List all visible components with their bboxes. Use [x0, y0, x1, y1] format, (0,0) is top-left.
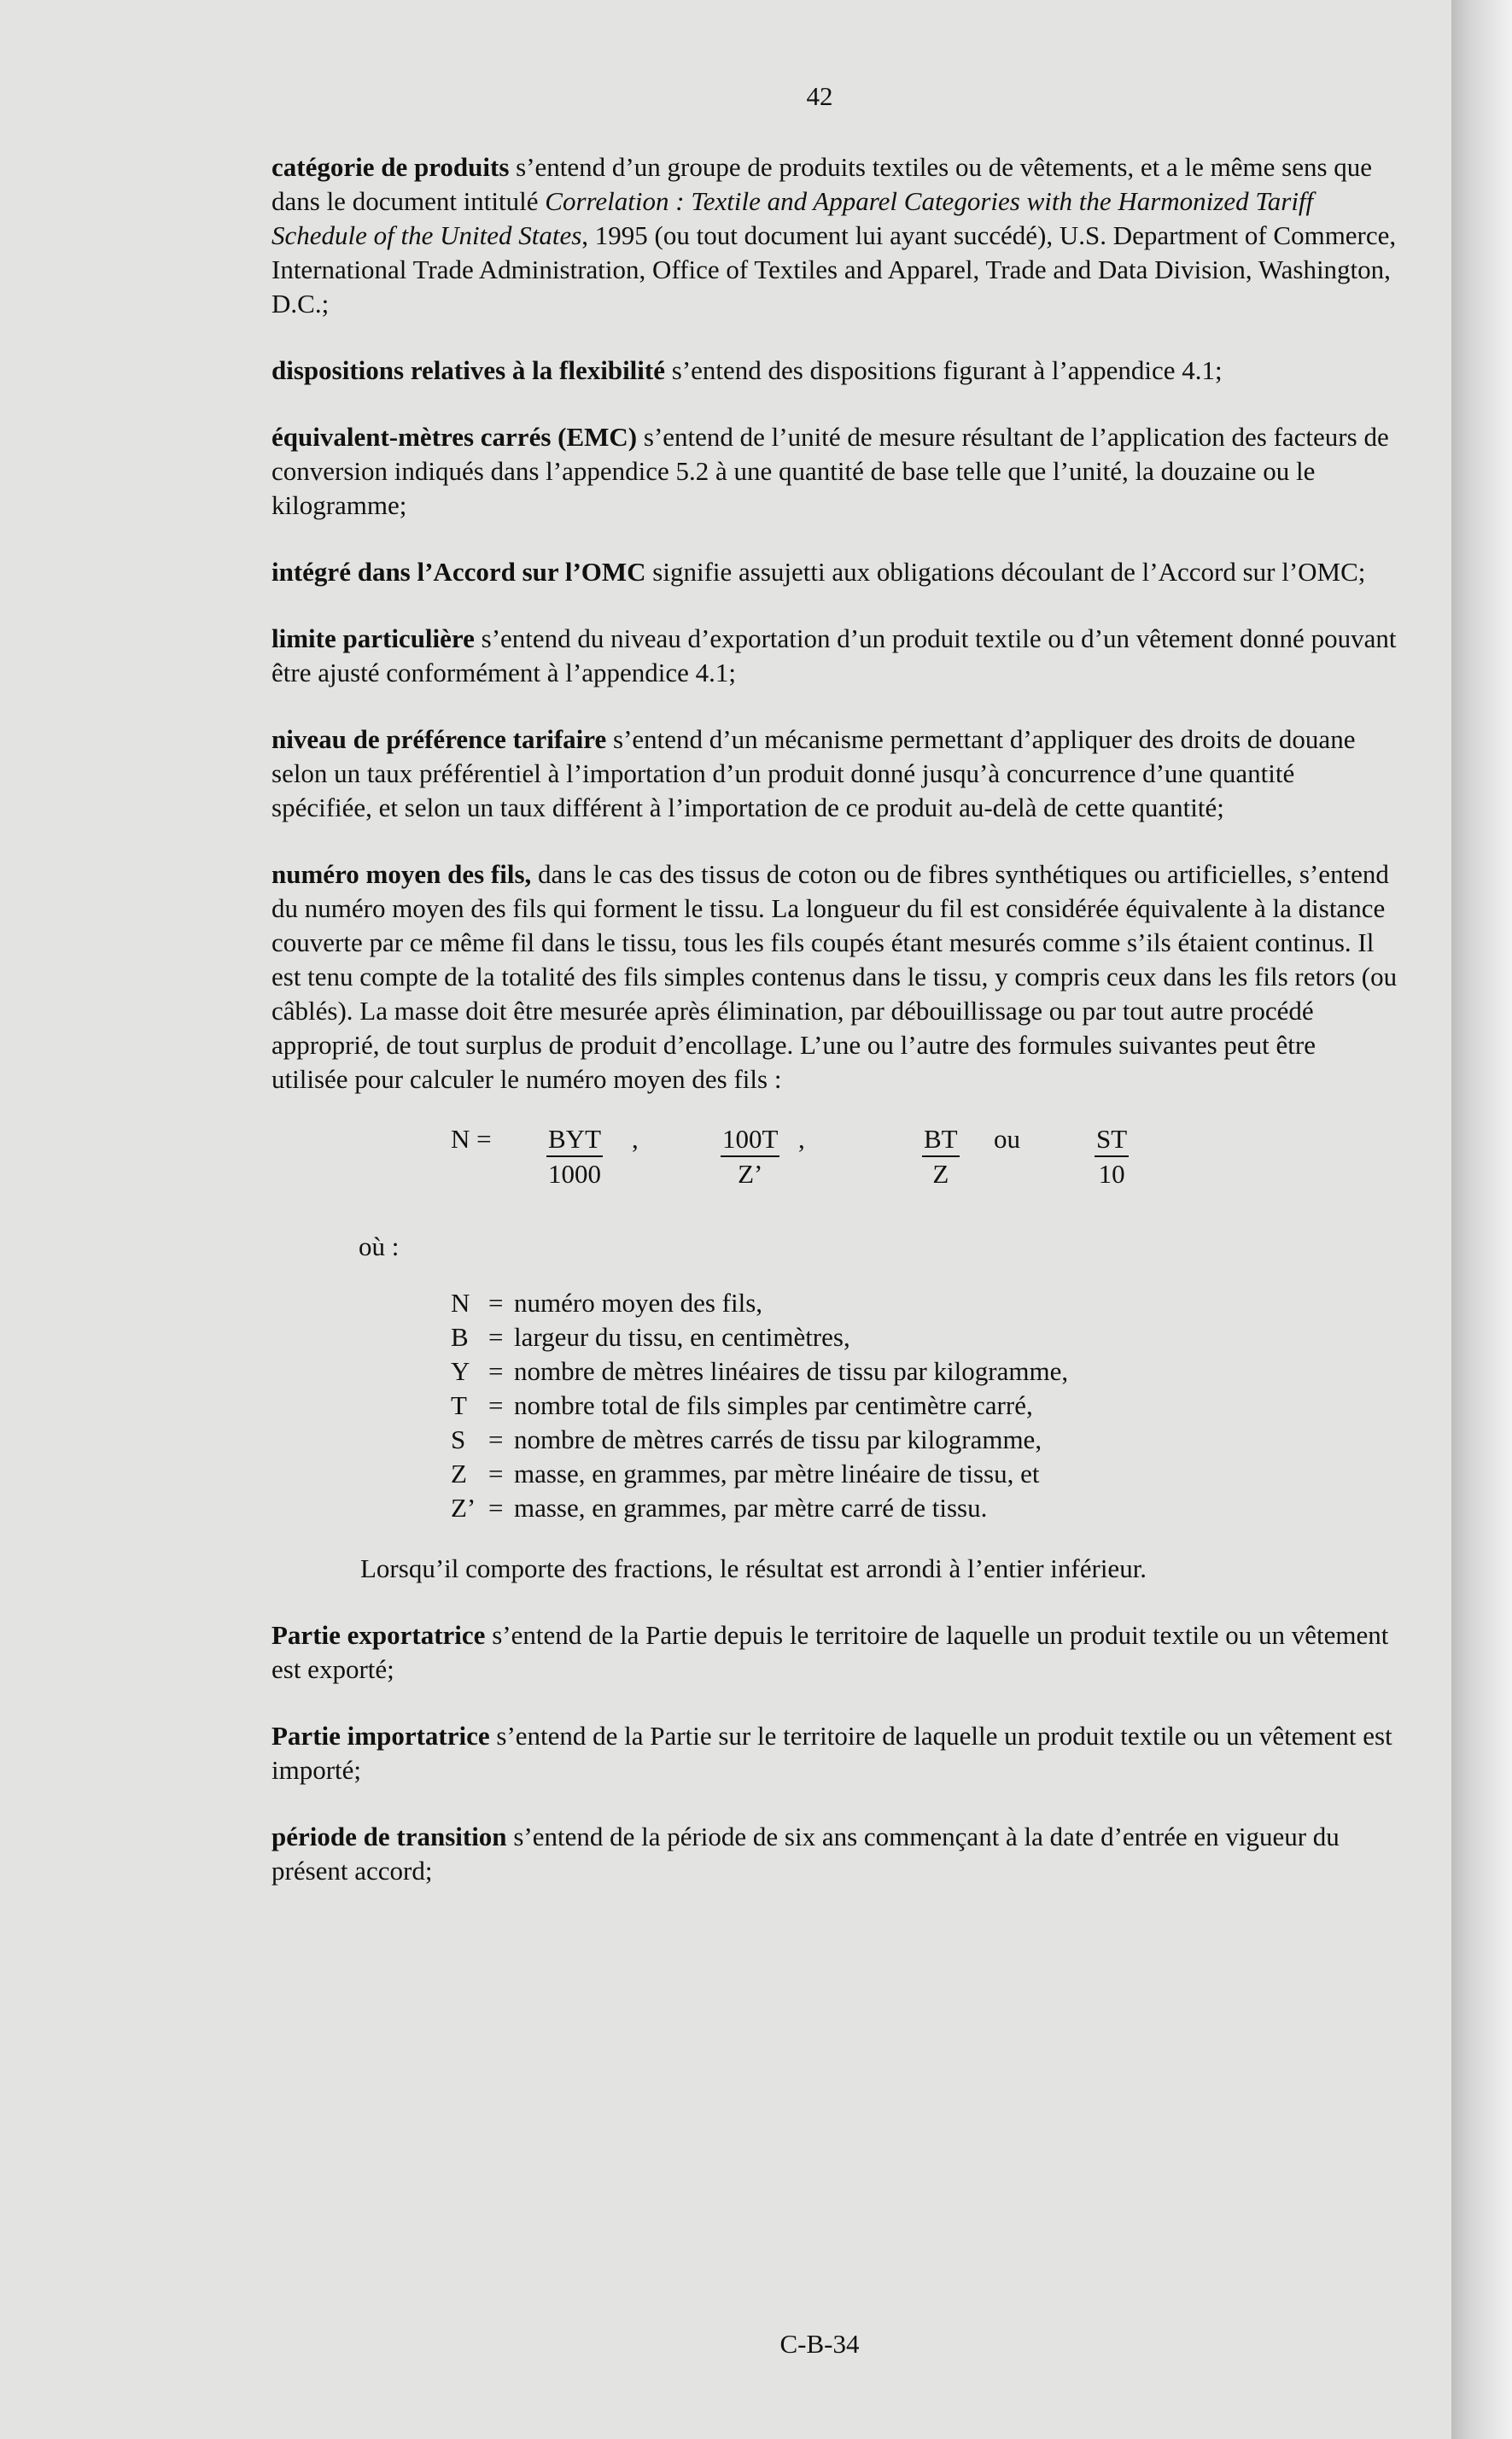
variable-symbol: Z: [451, 1459, 467, 1489]
variable-symbol: T: [451, 1390, 467, 1420]
definition-entry: [271, 555, 1398, 589]
definition-entry: [271, 1820, 1398, 1888]
equals-sign: =: [488, 1459, 504, 1489]
variable-symbol: N: [451, 1288, 470, 1318]
fraction-denominator: Z: [932, 1159, 949, 1189]
variable-symbol: Z’: [451, 1493, 476, 1523]
definition-term: niveau de préférence tarifaire: [271, 724, 607, 754]
formula-lhs: N =: [451, 1124, 492, 1154]
variable-description: largeur du tissu, en centimètres,: [514, 1322, 850, 1352]
definition-text: dans le cas des tissus de coton ou de fibres synthétiques ou artificielles, s’entend du numéro moyen des fils qui forment le tissu. La longueur du fil est considérée équivalente à la distance couverte par ce même fil dans le tissu, tous les fils coupés étant mesurés comme s’ils étaient continus. Il est tenu compte de la totalité des fils simples contenus dans le tissu, y compris ceux dans les fils retors (ou câblés). La masse doit être mesurée après élimination, par débouillissage ou par tout autre procédé approprié, de tout surplus de produit d’encollage. L’une ou l’autre des formules suivantes peut être utilisée pour calculer le numéro moyen des fils :: [271, 859, 1398, 1094]
fraction-denominator: Z’: [738, 1159, 763, 1189]
definition-term: intégré dans l’Accord sur l’OMC: [271, 557, 646, 587]
definition-entry: [271, 354, 1398, 388]
fraction-numerator: ST: [1095, 1123, 1129, 1157]
variable-row: [451, 1389, 1398, 1423]
equals-sign: =: [488, 1288, 504, 1318]
formula-fraction: [922, 1122, 960, 1191]
variable-description: nombre de mètres carrés de tissu par kilogramme,: [514, 1424, 1042, 1454]
document-title: Correlation : Textile and Apparel Categories with the Harmonized Tariff Schedule of the United States: [271, 186, 1314, 250]
variable-description: numéro moyen des fils,: [514, 1288, 763, 1318]
definition-text: signifie assujetti aux obligations découlant de l’Accord sur l’OMC;: [645, 557, 1366, 587]
variable-row: [451, 1423, 1398, 1457]
variable-row: [451, 1457, 1398, 1491]
definition-text: s’entend de la période de six ans commençant à la date d’entrée en vigueur du présent accord;: [271, 1822, 1340, 1886]
where-label: où :: [359, 1231, 400, 1261]
variable-symbol: B: [451, 1322, 469, 1352]
formula-fraction: [721, 1122, 779, 1191]
definition-term: Partie importatrice: [271, 1721, 490, 1751]
page-footer-reference: C-B-34: [779, 2329, 860, 2359]
definition-term: catégorie de produits: [271, 152, 510, 182]
definition-term: dispositions relatives à la flexibilité: [271, 355, 665, 385]
fraction-numerator: 100T: [721, 1123, 779, 1157]
formula-or: ou: [994, 1124, 1020, 1154]
variable-description: masse, en grammes, par mètre carré de tissu.: [514, 1493, 988, 1523]
definition-term: limite particulière: [271, 623, 475, 653]
definition-entry: [271, 622, 1398, 690]
fraction-numerator: BYT: [546, 1123, 603, 1157]
definition-text: s’entend de la Partie depuis le territoire de laquelle un produit textile ou un vêtement est exporté;: [271, 1620, 1389, 1684]
definition-term: équivalent-mètres carrés (EMC): [271, 422, 638, 452]
definition-text: s’entend de l’unité de mesure résultant de l’application des facteurs de conversion indiqués dans l’appendice 5.2 à une quantité de base telle que l’unité, la douzaine ou le kilogramme;: [271, 422, 1389, 520]
variable-row: [451, 1320, 1398, 1354]
variable-description: nombre total de fils simples par centimètre carré,: [514, 1390, 1033, 1420]
variable-row: [451, 1286, 1398, 1320]
rounding-note: Lorsqu’il comporte des fractions, le résultat est arrondi à l’entier inférieur.: [360, 1553, 1147, 1583]
definition-entry: [271, 1719, 1398, 1787]
formula-fraction: [546, 1122, 603, 1191]
definition-text: s’entend d’un mécanisme permettant d’appliquer des droits de douane selon un taux préférentiel à l’importation d’un produit donné jusqu’à concurrence d’une quantité spécifiée, et selon un taux différent à l’importation de ce produit au-delà de cette quantité;: [271, 724, 1356, 822]
definition-text: , 1995 (ou tout document lui ayant succédé), U.S. Department of Commerce, International Trade Administration, Office of Textiles and Apparel, Trade and Data Division, Washington, D.C.;: [271, 220, 1397, 319]
equals-sign: =: [488, 1390, 504, 1420]
definition-entry: [271, 420, 1398, 523]
definition-text: s’entend d’un groupe de produits textiles ou de vêtements, et a le même sens que dans le document intitulé: [271, 152, 1373, 216]
definition-entry: [271, 857, 1398, 1097]
formula-comma: ,: [798, 1124, 805, 1154]
equals-sign: =: [488, 1356, 504, 1386]
page-edge-shadow: [1451, 0, 1512, 2439]
equals-sign: =: [488, 1424, 504, 1454]
definition-text: s’entend de la Partie sur le territoire de laquelle un produit textile ou un vêtement est importé;: [271, 1721, 1392, 1785]
variable-symbol: Y: [451, 1356, 470, 1386]
fraction-denominator: 1000: [548, 1159, 601, 1189]
definition-term: numéro moyen des fils,: [271, 859, 532, 889]
variable-symbol: S: [451, 1424, 466, 1454]
variable-definitions: [451, 1286, 1398, 1525]
fraction-denominator: 10: [1098, 1159, 1125, 1189]
definition-text: s’entend des dispositions figurant à l’appendice 4.1;: [665, 355, 1223, 385]
equals-sign: =: [488, 1493, 504, 1523]
variable-description: masse, en grammes, par mètre linéaire de tissu, et: [514, 1459, 1040, 1489]
page-number: 42: [806, 81, 833, 111]
fraction-numerator: BT: [922, 1123, 960, 1157]
definition-entry: [271, 150, 1398, 321]
formula-fraction: [1095, 1122, 1129, 1191]
variable-row: [451, 1491, 1398, 1525]
definition-entry: [271, 722, 1398, 825]
variable-row: [451, 1354, 1398, 1389]
definition-text: s’entend du niveau d’exportation d’un produit textile ou d’un vêtement donné pouvant être ajusté conformément à l’appendice 4.1;: [271, 623, 1397, 687]
definitions-body: [271, 150, 1398, 1921]
yarn-count-formula: [271, 1122, 1398, 1225]
definition-term: période de transition: [271, 1822, 507, 1851]
definition-term: Partie exportatrice: [271, 1620, 486, 1650]
variable-description: nombre de mètres linéaires de tissu par kilogramme,: [514, 1356, 1069, 1386]
formula-comma: ,: [632, 1124, 639, 1154]
definition-entry: [271, 1618, 1398, 1687]
equals-sign: =: [488, 1322, 504, 1352]
